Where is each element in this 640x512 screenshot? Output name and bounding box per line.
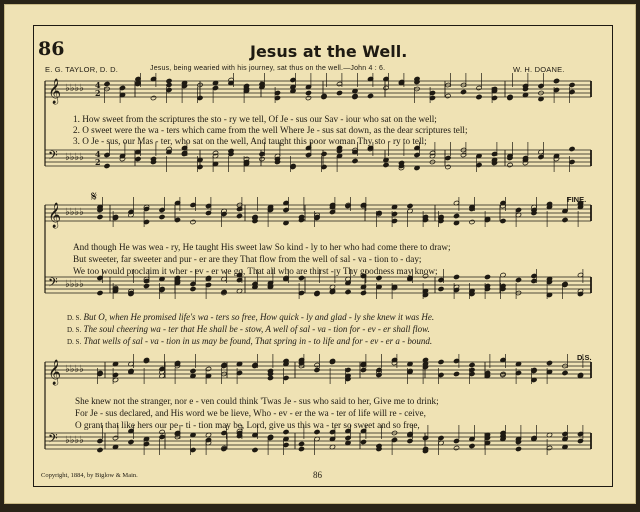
ds-line-1: D. S. But O, when He promised life's wa - ters so free, How quick - ly and glad - ly she knew it was He. [67, 312, 435, 322]
hymn-number: 86 [38, 38, 65, 60]
note-head [476, 94, 482, 99]
time-signature: 4 [95, 149, 101, 159]
note-head [314, 367, 320, 372]
note-head [159, 434, 165, 439]
note-head [484, 274, 490, 279]
hymn-title: Jesus at the Well. [250, 42, 408, 61]
note-head [407, 203, 413, 208]
time-signature: 4 [95, 80, 101, 90]
note-head [190, 219, 196, 224]
note-head [143, 206, 149, 211]
note-head [321, 151, 327, 156]
note-head [128, 439, 134, 444]
note-head [453, 438, 459, 443]
note-head [166, 82, 172, 87]
note-head [190, 286, 196, 291]
ds-line-2: D. S. The soul cheering wa - ter that He shall be - stow, A well of sal - va - tion for - ev - er shall flow. [67, 324, 430, 334]
note-head [453, 371, 459, 376]
note-head [345, 289, 351, 294]
bass-clef: 𝄢 [48, 431, 58, 449]
note-head [97, 214, 103, 219]
note-head [453, 213, 459, 218]
verse-1-line-1: 1. How sweet from the scriptures the sto - ry we tell, Of Je - sus our Sav - iour who sat on the well; [73, 114, 437, 124]
segno-icon: 𝄋 [91, 189, 98, 205]
note-head [438, 359, 444, 364]
treble-clef: 𝄞 [48, 203, 62, 228]
verse-2-line-2: But sweeter, far sweeter and pur - er are they That flow from the well of sal - va - tion to - day; [73, 254, 422, 264]
note-head [553, 78, 559, 83]
hymnal-page [4, 4, 636, 504]
note-head [104, 163, 110, 168]
note-head [453, 445, 459, 450]
key-signature: ♭♭♭♭ [65, 207, 84, 218]
copyright-notice: Copyright, 1884, by Biglow & Main. [41, 472, 138, 479]
note-head [190, 368, 196, 373]
note-head [143, 283, 149, 288]
note-head [562, 370, 568, 375]
note-head [205, 210, 211, 215]
note-head [460, 89, 466, 94]
note-head [383, 162, 389, 167]
key-signature: ♭♭♭♭ [65, 364, 84, 375]
note-head [236, 213, 242, 218]
verse-3-line-3: O grant that like hers our pe - ti - tion may be, Lord, give us this wa - ter so sweet and so free, [75, 420, 420, 430]
note-head [252, 447, 258, 452]
key-signature: ♭♭♭♭ [65, 435, 84, 446]
note-head [360, 439, 366, 444]
note-head [445, 155, 451, 160]
note-head [336, 90, 342, 95]
note-head [577, 438, 583, 443]
verse-3-line-1: 3. O Je - sus, our Mas - ter, who sat on the well, And taught this poor woman Thy sto - ry to tell; [73, 136, 427, 146]
note-head [97, 290, 103, 295]
note-head [305, 95, 311, 100]
note-head [298, 441, 304, 446]
note-head [97, 447, 103, 452]
scripture-reference: Jesus, being wearied with his journey, sat thus on the well.—John 4 : 6. [150, 65, 386, 72]
note-head [267, 375, 273, 380]
note-head [360, 367, 366, 372]
verse-1-line-2: And though He was wea - ry, He taught His sweet law So kind - ly to her who had come there to draw; [73, 242, 451, 252]
note-head [469, 219, 475, 224]
treble-clef: 𝄞 [48, 360, 62, 385]
note-head [453, 274, 459, 279]
note-head [569, 146, 575, 151]
time-signature: 2 [95, 157, 101, 167]
verse-2-line-1: 2. O sweet were the wa - ters which came from the well Where Je - sus sat down, as the dear scriptures tell; [73, 125, 468, 135]
note-head [507, 162, 513, 167]
ds-line-3: D. S. That wells of sal - va - tion in us may be found, That spring in - to life and for - ev - er a - bound. [67, 336, 433, 346]
composer-credit: W. H. DOANE. [513, 65, 565, 74]
note-head [305, 90, 311, 95]
note-head [438, 286, 444, 291]
verse-2-line-3: For Je - sus declared, and His word we be lieve, Who - ev - er the wa - ter of life will re - ceive, [75, 408, 426, 418]
note-head [515, 277, 521, 282]
bass-clef: 𝄢 [48, 275, 58, 293]
key-signature: ♭♭♭♭ [65, 83, 84, 94]
fine-mark: FINE. [567, 195, 587, 204]
key-signature: ♭♭♭♭ [65, 152, 84, 163]
note-head [546, 360, 552, 365]
verse-1-line-3: She knew not the stranger, nor e - ven could think 'Twas Je - sus who said to her, Give me to drink; [75, 396, 439, 406]
note-head [159, 214, 165, 219]
note-head [352, 158, 358, 163]
verse-3-line-2: We too would proclaim it wher - ev - er we go, That all who are thirst - y Thy goodness may know; [73, 266, 438, 276]
page-number: 86 [313, 470, 322, 480]
note-head [445, 164, 451, 169]
note-head [104, 81, 110, 86]
ds-mark: D.S. [577, 353, 592, 362]
key-signature: ♭♭♭♭ [65, 279, 84, 290]
note-head [569, 82, 575, 87]
note-head [135, 156, 141, 161]
note-head [298, 446, 304, 451]
note-head [515, 446, 521, 451]
note-head [500, 218, 506, 223]
note-head [259, 156, 265, 161]
note-head [445, 93, 451, 98]
author-credit: E. G. TAYLOR, D. D. [45, 65, 118, 74]
note-head [360, 290, 366, 295]
note-head [562, 217, 568, 222]
note-head [469, 443, 475, 448]
bass-clef: 𝄢 [48, 148, 58, 166]
note-head [469, 362, 475, 367]
treble-clef: 𝄞 [48, 79, 62, 104]
note-head [97, 438, 103, 443]
note-head [367, 93, 373, 98]
note-head [407, 438, 413, 443]
note-head [150, 95, 156, 100]
time-signature: 2 [95, 88, 101, 98]
